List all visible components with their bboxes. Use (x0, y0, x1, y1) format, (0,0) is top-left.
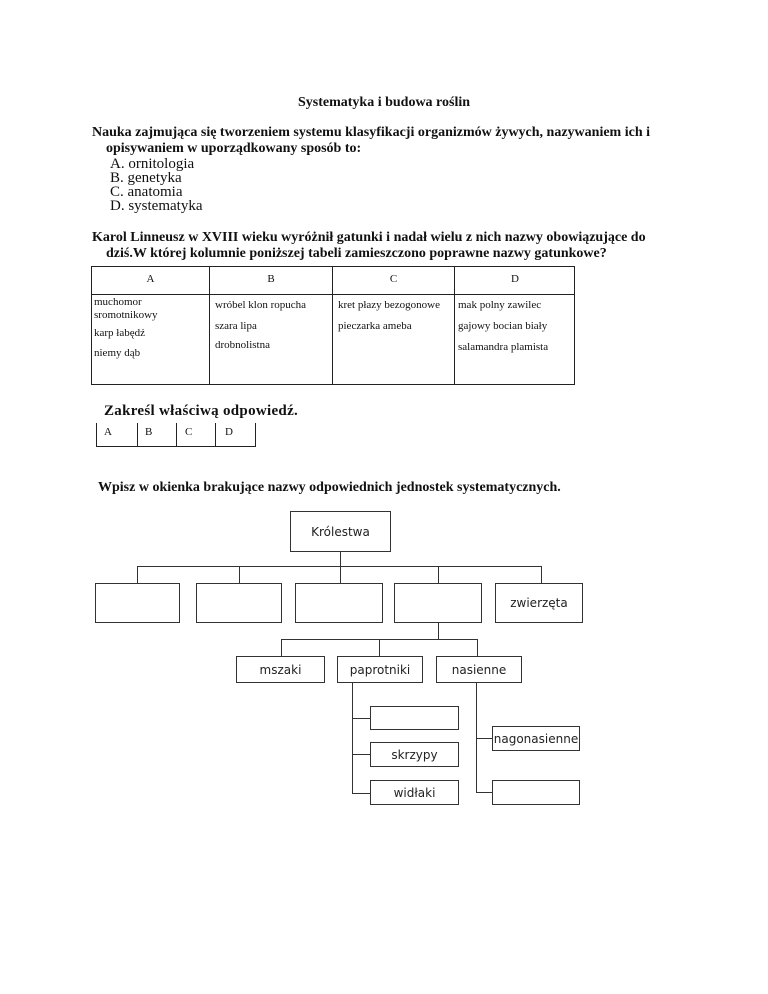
question-1-line-2: opisywaniem w uporządkowany sposób to: (106, 141, 362, 156)
table-cell-b-1: wróbel klon ropucha (215, 299, 307, 311)
group-box-mosses (236, 656, 325, 683)
group-ferns-label: paprotniki (349, 662, 411, 677)
kingdom-box-animals (495, 583, 583, 623)
table-header-b: B (267, 273, 275, 285)
table-header-c: C (389, 273, 398, 285)
table-cell-a-1: muchomor (94, 296, 142, 308)
table-header-d: D (511, 273, 519, 285)
group-box-ferns (337, 656, 423, 683)
table-cell-d-1: mak polny zawilec (458, 299, 542, 311)
group-seed-plants-label: nasienne (451, 662, 507, 677)
group-mosses-label: mszaki (259, 662, 302, 677)
table-cell-b-2: szara lipa (215, 320, 257, 332)
question-2-line-2: dziś.W której kolumnie poniższej tabeli zamieszczono poprawne nazwy gatunkowe? (106, 246, 607, 261)
root-box (290, 511, 391, 552)
table-header-a: A (146, 273, 155, 285)
question-1 (92, 125, 712, 213)
option-c[interactable]: C. anatomia (110, 184, 183, 200)
fern-subgroup-box-horsetails (370, 742, 459, 767)
group-box-seed-plants (436, 656, 522, 683)
table-cell-c-1: kret płazy bezogonowe (338, 299, 441, 311)
table-cell-a-3: karp łabędź (94, 327, 145, 339)
question-2-line-1: Karol Linneusz w XVIII wieku wyróżnił gatunki i nadał wielu z nich nazwy obowiązujące do (92, 230, 646, 245)
answer-choice-d[interactable]: D (225, 426, 233, 438)
kingdom-animals-label: zwierzęta (510, 596, 568, 610)
seed-subgroup-box-gymnosperms (492, 726, 580, 751)
option-a[interactable]: A. ornitologia (110, 156, 195, 172)
kingdom-box-2[interactable] (196, 583, 282, 623)
question-1-line-1: Nauka zajmująca się tworzeniem systemu klasyfikacji organizmów żywych, nazywaniem ich i (92, 125, 650, 140)
table-cell-b-3: drobnolistna (215, 339, 270, 351)
seed-subgroup-gymnosperms-label: nagonasienne (493, 731, 579, 746)
fern-subgroup-clubmosses-label: widłaki (393, 785, 436, 800)
table-cell-d-2: gajowy bocian biały (458, 320, 548, 332)
table-cell-c-2: pieczarka ameba (338, 320, 412, 332)
root-label: Królestwa (311, 524, 370, 539)
question-2 (92, 230, 712, 262)
species-table (91, 266, 575, 385)
answer-grid (96, 423, 256, 447)
question-3: Wpisz w okienka brakujące nazwy odpowiednich jednostek systematycznych. (98, 480, 561, 495)
answer-choice-c[interactable]: C (185, 426, 193, 438)
fern-subgroup-box-blank[interactable] (370, 706, 459, 730)
kingdom-box-1[interactable] (95, 583, 180, 623)
answer-choice-a[interactable]: A (104, 426, 112, 438)
answer-instruction: Zakreśl właściwą odpowiedź. (104, 403, 299, 419)
kingdom-box-4[interactable] (394, 583, 482, 623)
option-d[interactable]: D. systematyka (110, 198, 203, 214)
fern-subgroup-box-clubmosses (370, 780, 459, 805)
page-title: Systematyka i budowa roślin (297, 95, 471, 110)
table-cell-a-2: sromotnikowy (94, 309, 158, 321)
table-cell-d-3: salamandra plamista (458, 341, 549, 353)
answer-choice-b[interactable]: B (145, 426, 153, 438)
table-cell-a-4: niemy dąb (94, 347, 141, 359)
option-b[interactable]: B. genetyka (110, 170, 182, 186)
seed-subgroup-box-blank[interactable] (492, 780, 580, 805)
fern-subgroup-horsetails-label: skrzypy (391, 747, 438, 762)
kingdom-box-3[interactable] (295, 583, 383, 623)
